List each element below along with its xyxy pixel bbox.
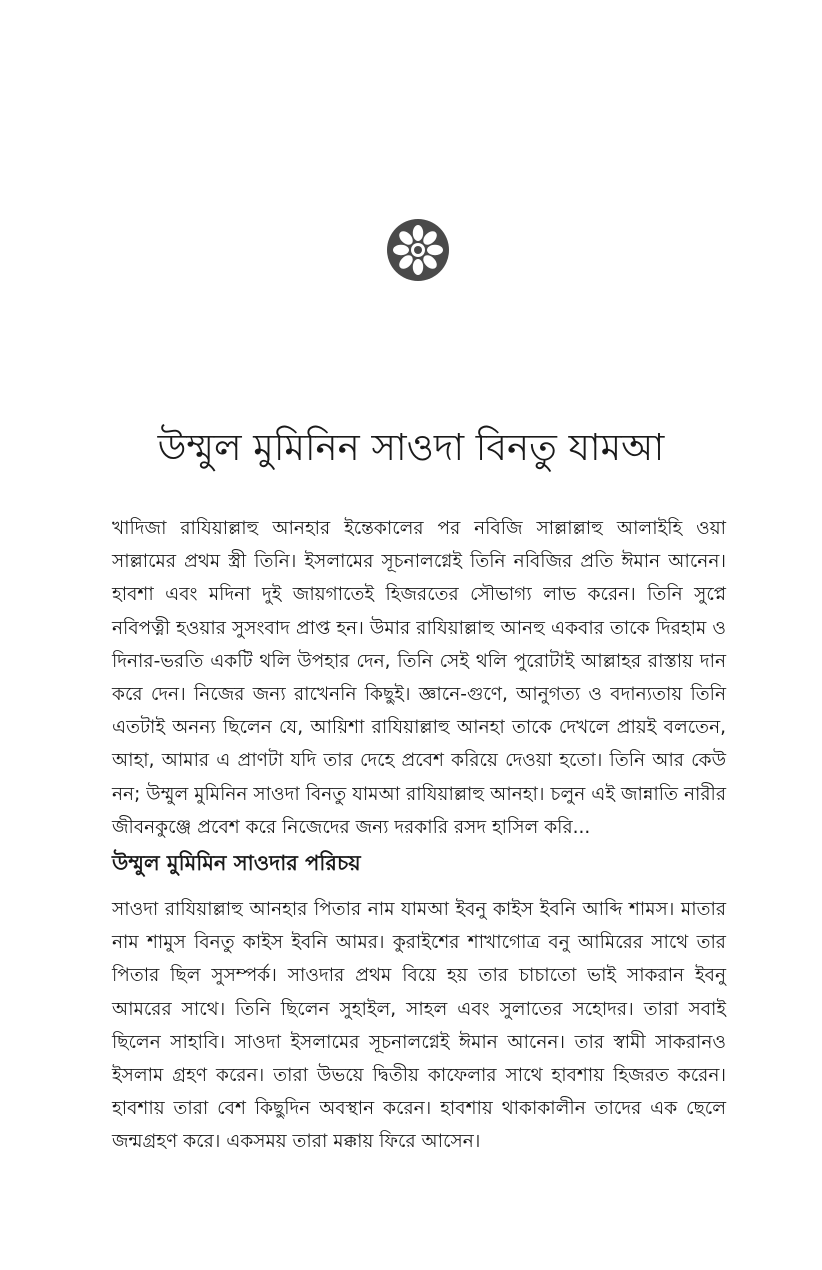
- section-paragraph: সাওদা রাযিয়াল্লাহু আনহার পিতার নাম যামআ ইবনু কাইস ইবনি আব্দি শামস। মাতার নাম শামুস বিনতু কাইস ইবনি আমর। কুরাইশের শাখাগোত্র বনু আমিরের সাথে তার পিতার ছিল সুসম্পর্ক। সাওদার প্রথম বিয়ে হয় তার চাচাতো ভাই সাকরান ইবনু আমরের সাথে। তিনি ছিলেন সুহাইল, সাহল এবং সুলাতের সহোদর। তারা সবাই ছিলেন সাহাবি। সাওদা ইসলামের সূচনালগ্নেই ঈমান আনেন। তার স্বামী সাকরানও ইসলাম গ্রহণ করেন। তারা উভয়ে দ্বিতীয় কাফেলার সাথে হাবশায় হিজরত করেন। হাবশায় তারা বেশ কিছুদিন অবস্থান করেন। হাবশায় থাকাকালীন তাদের এক ছেলে জন্মগ্রহণ করে। একসময় তারা মক্কায় ফিরে আসেন।: [112, 899, 726, 1153]
- flower-ornament-icon: [386, 218, 450, 282]
- section-heading: উম্মুল মুমিমিন সাওদার পরিচয়: [112, 851, 361, 875]
- intro-paragraph: খাদিজা রাযিয়াল্লাহু আনহার ইন্তেকালের পর নবিজি সাল্লাল্লাহু আলাইহি ওয়া সাল্লামের প্রথম স্ত্রী তিনি। ইসলামের সূচনালগ্নেই তিনি নবিজির প্রতি ঈমান আনেন। হাবশা এবং মদিনা দুই জায়গাতেই হিজরতের সৌভাগ্য লাভ করেন। তিনি সুপ্নে নবিপত্নী হওয়ার সুসংবাদ প্রাপ্ত হন। উমার রাযিয়াল্লাহু আনহু একবার তাকে দিরহাম ও দিনার-ভরতি একটি থলি উপহার দেন, তিনি সেই থলি পুরোটাই আল্লাহর রাস্তায় দান করে দেন। নিজের জন্য রাখেননি কিছুই। জ্ঞানে-গুণে, আনুগত্য ও বদান্যতায় তিনি এতটাই অনন্য ছিলেন যে, আয়িশা রাযিয়াল্লাহু আনহা তাকে দেখলে প্রায়ই বলতেন, আহা, আমার এ প্রাণটা যদি তার দেহে প্রবেশ করিয়ে দেওয়া হতো। তিনি আর কেউ নন; উম্মুল মুমিনিন সাওদা বিনতু যামআ রাযিয়াল্লাহু আনহা। চলুন এই জান্নাতি নারীর জীবনকুঞ্জে প্রবেশ করে নিজেদের জন্য দরকারি রসদ হাসিল করি...: [112, 518, 726, 838]
- chapter-title: উম্মুল মুমিনিন সাওদা বিনতু যামআ: [157, 426, 665, 469]
